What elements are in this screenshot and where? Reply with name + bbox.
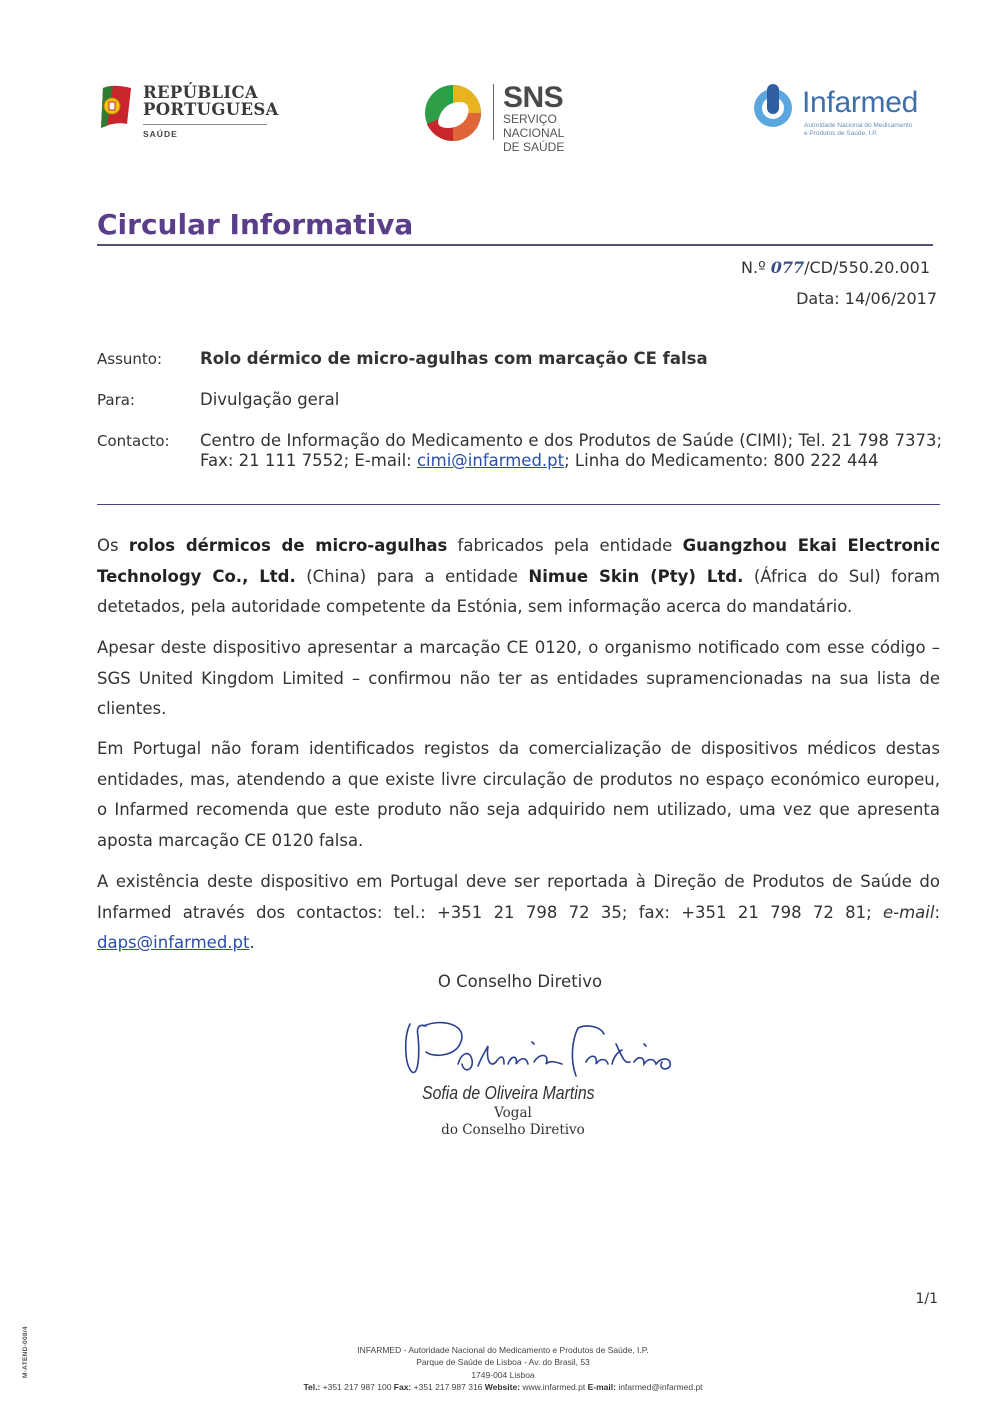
- body-paragraph-2: Apesar deste dispositivo apresentar a marcação CE 0120, o organismo notificado com esse código – SGS United Kingdom Limited – confirmou não ter as entidades supramencionadas na sua lista de clientes.: [97, 638, 940, 718]
- page-number: 1/1: [915, 1291, 938, 1307]
- cimi-email-link[interactable]: cimi@infarmed.pt: [416, 451, 565, 470]
- document-title: Circular Informativa: [97, 208, 414, 241]
- body-paragraph-4: A existência deste dispositivo em Portugal deve ser reportada à Direção de Produtos de Saúde do Infarmed através dos contactos: tel.: +351 21 798 72 35; fax: +351 21 798 72 81; e-mail: daps@infarmed.pt.: [97, 872, 940, 952]
- sns-divider: [493, 84, 494, 140]
- body-paragraph-1: Os rolos dérmicos de micro-agulhas fabricados pela entidade Guangzhou Ekai Electronic Technology Co., Ltd. (China) para a entidade Nimue Skin (Pty) Ltd. (África do Sul) foram detetados, pela autoridade competente da Estónia, sem informação acerca do mandatário.: [97, 536, 941, 616]
- title-divider: [97, 244, 933, 246]
- footer-contacts: Tel.: +351 217 987 100 Fax: +351 217 987 316 Website: www.infarmed.pt E-mail: infarmed@infarmed.pt: [303, 1382, 703, 1392]
- para-value: Divulgação geral: [200, 390, 340, 409]
- infarmed-title: Infarmed: [802, 86, 918, 119]
- assunto-value: Rolo dérmico de micro-agulhas com marcação CE falsa: [200, 349, 708, 368]
- document-side-code: M-ATEND-008/4: [22, 1326, 29, 1378]
- body-paragraph-3: Em Portugal não foram identificados registos da comercialização de dispositivos médicos destas entidades, mas, atendendo a que existe livre circulação de produtos no espaço económico europeu, o Infarmed recomenda que este produto não seja adquirido nem utilizado, uma vez que apresenta aposta marcação CE 0120 falsa.: [97, 739, 940, 850]
- sns-emblem-icon: [424, 84, 482, 142]
- footer-website-link[interactable]: www.infarmed.pt: [520, 1382, 588, 1392]
- infarmed-logo: [752, 82, 932, 144]
- footer-line-3: 1749-004 Lisboa: [471, 1370, 535, 1380]
- signatory-role: Vogal: [494, 1105, 532, 1121]
- signatory-council: do Conselho Diretivo: [441, 1122, 585, 1138]
- footer-line-2: Parque de Saúde de Lisboa - Av. do Brasil, 53: [416, 1357, 590, 1367]
- sns-subtitle: SERVIÇO NACIONAL DE SAÚDE: [503, 112, 565, 154]
- footer-email-link[interactable]: infarmed@infarmed.pt: [615, 1382, 703, 1392]
- contacto-value: Centro de Informação do Medicamento e dos Produtos de Saúde (CIMI); Tel. 21 798 7373; Fax: 21 111 7552; E-mail: cimi@infarmed.pt; Linha do Medicamento: 800 222 444: [200, 431, 942, 470]
- meta-divider: [97, 504, 940, 505]
- sns-logo: [424, 81, 614, 154]
- infarmed-emblem-icon: [752, 84, 794, 128]
- daps-email-link[interactable]: daps@infarmed.pt: [97, 933, 250, 952]
- republica-portuguesa-text: REPÚBLICA PORTUGUESA: [143, 83, 279, 119]
- para-label: Para:: [97, 391, 135, 409]
- handwritten-number: 077: [770, 258, 805, 277]
- republica-divider: [143, 124, 267, 125]
- sns-title: SNS: [503, 81, 564, 114]
- portuguese-flag-icon: [97, 84, 133, 128]
- republica-saude-label: SAÚDE: [143, 129, 178, 139]
- infarmed-subtitle: Autoridade Nacional do Medicamento e Produtos de Saúde, I.P.: [804, 122, 913, 137]
- signatory-name: Sofia de Oliveira Martins: [422, 1083, 595, 1103]
- council-heading: O Conselho Diretivo: [437, 972, 603, 991]
- document-date: Data: 14/06/2017: [796, 289, 937, 308]
- contacto-label: Contacto:: [97, 432, 170, 450]
- handwritten-signature: [400, 1016, 700, 1086]
- reference-number: N.º 077/CD/550.20.001: [741, 258, 930, 277]
- assunto-label: Assunto:: [97, 350, 163, 368]
- footer-line-1: INFARMED - Autoridade Nacional do Medicamento e Produtos de Saúde, I.P.: [357, 1345, 649, 1355]
- republica-portuguesa-logo: [97, 82, 277, 144]
